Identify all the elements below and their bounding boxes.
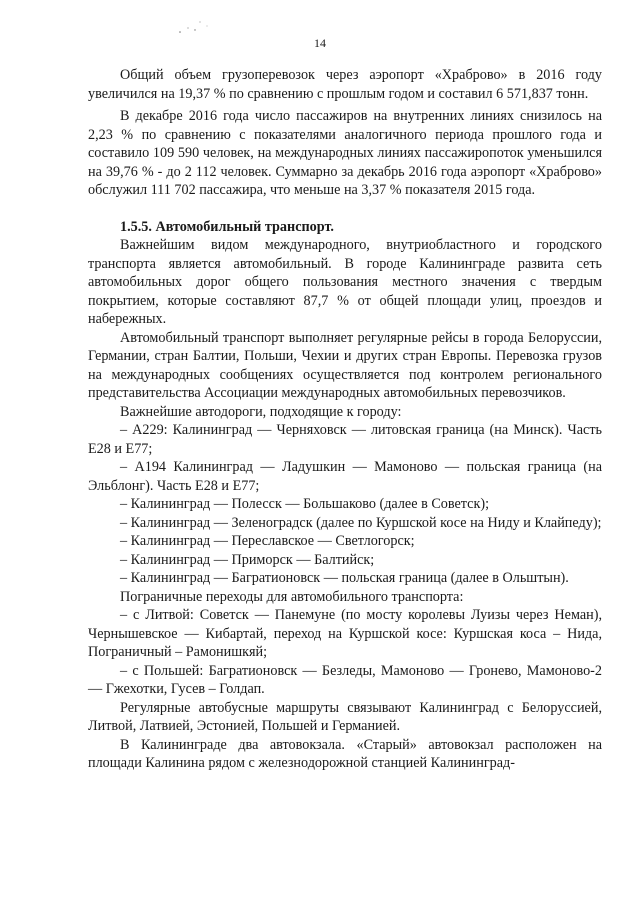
paragraph: Общий объем грузоперевозок через аэропорт «Храброво» в 2016 году увеличился на 19,37 % по сравнению с прошлым годом и составил 6 571,837 тонн. — [88, 67, 602, 102]
paragraph: Автомобильный транспорт выполняет регулярные рейсы в города Белоруссии, Германии, стран Балтии, Польши, Чехии и других стран Европы. Перевозка грузов на международных сообщениях осуществляется под контролем регионального представительства Ассоциации международных автомобильных перевозчиков. — [88, 329, 602, 401]
road-list-item: – Калининград — Приморск — Балтийск; — [120, 551, 375, 568]
section-heading: 1.5.5. Автомобильный транспорт. — [120, 218, 334, 235]
border-list-item: – с Литвой: Советск — Панемуне (по мосту королевы Луизы через Неман), Чернышевское — Кибартай, переход на Куршской косе: Куршская коса – Нида, Пограничный – Рамонишкяй; — [88, 607, 602, 660]
paragraph: Важнейшие автодороги, подходящие к городу: — [120, 403, 402, 420]
paragraph: Регулярные автобусные маршруты связывают Калининград с Белоруссией, Литвой, Латвией, Эстонией, Польшей и Германией. — [88, 699, 602, 734]
paragraph: В декабре 2016 года число пассажиров на внутренних линиях снизилось на 2,23 % по сравнению с показателями аналогичного периода прошлого года и составило 109 590 человек, на международных линиях пассажиропоток уменьшился на 39,76 % - до 2 112 человек. Суммарно за декабрь 2016 года аэропорт «Храброво» обслужил 111 702 пассажира, что меньше на 3,37 % показателя 2015 года. — [88, 108, 602, 198]
road-list-item: – Калининград — Багратионовск — польская граница (далее в Ольштын). — [120, 570, 569, 586]
border-list-item: – с Польшей: Багратионовск — Безледы, Мамоново — Гронево, Мамоново-2 — Гжехотки, Гусев – Голдап. — [88, 662, 602, 697]
paragraph: В Калининграде два автовокзала. «Старый» автовокзал расположен на площади Калинина рядом с железнодорожной станцией Калининград- — [88, 736, 602, 771]
road-list-item: – А194 Калининград — Ладушкин — Мамоново — польская граница (на Эльблонг). Часть Е28 и Е77; — [88, 459, 602, 494]
road-list-item: – Калининград — Полесск — Большаково (далее в Советск); — [120, 496, 490, 512]
road-list-item: – Калининград — Переславское — Светлогорск; — [120, 533, 415, 549]
paragraph: Важнейшим видом международного, внутриобластного и городского транспорта является автомобильный. В городе Калининграде развита сеть автомобильных дорог общего пользования местного значения с твердым покрытием, которые составляют 87,7 % от общей площади улиц, проездов и набережных. — [88, 237, 602, 327]
paragraph: Пограничные переходы для автомобильного транспорта: — [120, 588, 464, 605]
page-body — [88, 66, 602, 773]
road-list-item: – А229: Калининград — Черняховск — литовская граница (на Минск). Часть Е28 и Е77; — [88, 422, 602, 457]
road-list-item: – Калининград — Зеленоградск (далее по Куршской косе на Ниду и Клайпеду); — [120, 514, 602, 531]
scan-specks — [176, 18, 236, 38]
page-number: 14 — [314, 36, 326, 50]
